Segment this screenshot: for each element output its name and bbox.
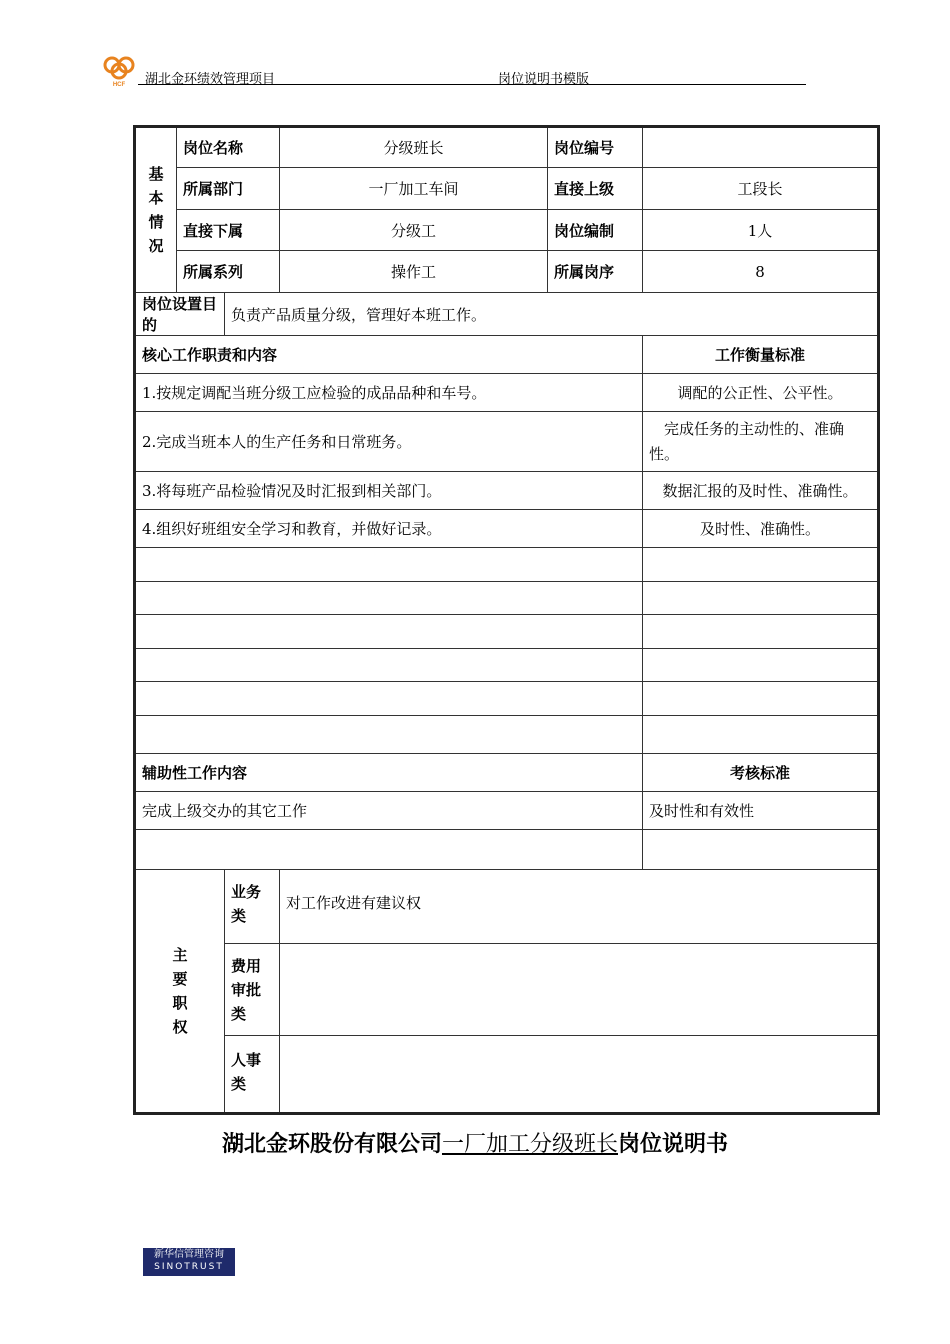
aux-empty-cell — [643, 830, 879, 870]
core-empty-cell — [643, 548, 879, 582]
svg-text:HCF: HCF — [112, 82, 126, 88]
authority-type-expense: 费用审批类 — [225, 944, 280, 1036]
label-job-code: 岗位编号 — [548, 127, 643, 168]
core-duty-2: 2.完成当班本人的生产任务和日常班务。 — [135, 412, 643, 472]
core-empty-cell — [643, 716, 879, 754]
aux-empty-row — [135, 830, 643, 870]
core-empty-row — [135, 682, 643, 716]
value-department: 一厂加工车间 — [280, 168, 548, 210]
core-header-left: 核心工作职责和内容 — [135, 336, 643, 374]
aux-header-right: 考核标准 — [643, 754, 879, 792]
authority-type-hr: 人事类 — [225, 1036, 280, 1114]
job-description-table — [133, 125, 880, 1115]
title-company: 湖北金环股份有限公司 — [221, 1132, 442, 1157]
core-duty-4: 4.组织好班组安全学习和教育，并做好记录。 — [135, 510, 643, 548]
authority-section-label: 主要职权 — [135, 870, 225, 1114]
core-header-right: 工作衡量标准 — [643, 336, 879, 374]
core-empty-row — [135, 716, 643, 754]
page-header — [100, 54, 806, 86]
document-title — [0, 1127, 950, 1158]
value-purpose: 负责产品质量分级，管理好本班工作。 — [225, 293, 879, 336]
core-empty-row — [135, 615, 643, 649]
core-std-3: 数据汇报的及时性、准确性。 — [643, 472, 879, 510]
sinotrust-en: SINOTRUST — [154, 1262, 224, 1272]
title-suffix: 岗位说明书 — [618, 1132, 729, 1157]
label-headcount: 岗位编制 — [548, 210, 643, 251]
sinotrust-cn: 新华信管理咨询 — [154, 1249, 224, 1260]
label-rank: 所属岗序 — [548, 251, 643, 293]
basic-section-label: 基本情况 — [135, 127, 177, 293]
core-std-4: 及时性、准确性。 — [643, 510, 879, 548]
core-empty-row — [135, 548, 643, 582]
value-series: 操作工 — [280, 251, 548, 293]
label-department: 所属部门 — [177, 168, 280, 210]
authority-value-business: 对工作改进有建议权 — [280, 870, 879, 944]
core-duty-3: 3.将每班产品检验情况及时汇报到相关部门。 — [135, 472, 643, 510]
aux-header-left: 辅助性工作内容 — [135, 754, 643, 792]
label-subordinate: 直接下属 — [177, 210, 280, 251]
title-position: 一厂加工分级班长 — [441, 1132, 618, 1157]
core-empty-cell — [643, 615, 879, 649]
label-series: 所属系列 — [177, 251, 280, 293]
core-std-1: 调配的公正性、公平性。 — [643, 374, 879, 412]
value-rank: 8 — [643, 251, 879, 293]
aux-std-1: 及时性和有效性 — [643, 792, 879, 830]
authority-value-expense — [280, 944, 879, 1036]
core-duty-1: 1.按规定调配当班分级工应检验的成品品种和车号。 — [135, 374, 643, 412]
core-empty-cell — [643, 582, 879, 615]
value-superior: 工段长 — [643, 168, 879, 210]
label-job-title: 岗位名称 — [177, 127, 280, 168]
core-std-2: 完成任务的主动性的、准确性。 — [643, 412, 879, 472]
authority-type-business: 业务类 — [225, 870, 280, 944]
value-subordinate: 分级工 — [280, 210, 548, 251]
label-purpose: 岗位设置目的 — [135, 293, 225, 336]
value-job-title: 分级班长 — [280, 127, 548, 168]
header-divider — [138, 84, 806, 85]
core-empty-row — [135, 582, 643, 615]
core-empty-cell — [643, 649, 879, 682]
template-name: 岗位说明书模版 — [498, 72, 590, 87]
label-superior: 直接上级 — [548, 168, 643, 210]
value-job-code — [643, 127, 879, 168]
authority-value-hr — [280, 1036, 879, 1114]
core-empty-cell — [643, 682, 879, 716]
project-name: 湖北金环绩效管理项目 — [145, 72, 276, 87]
value-headcount: 1人 — [643, 210, 879, 251]
hcf-logo-icon — [100, 54, 138, 88]
core-empty-row — [135, 649, 643, 682]
sinotrust-logo — [143, 1248, 235, 1276]
aux-duty-1: 完成上级交办的其它工作 — [135, 792, 643, 830]
